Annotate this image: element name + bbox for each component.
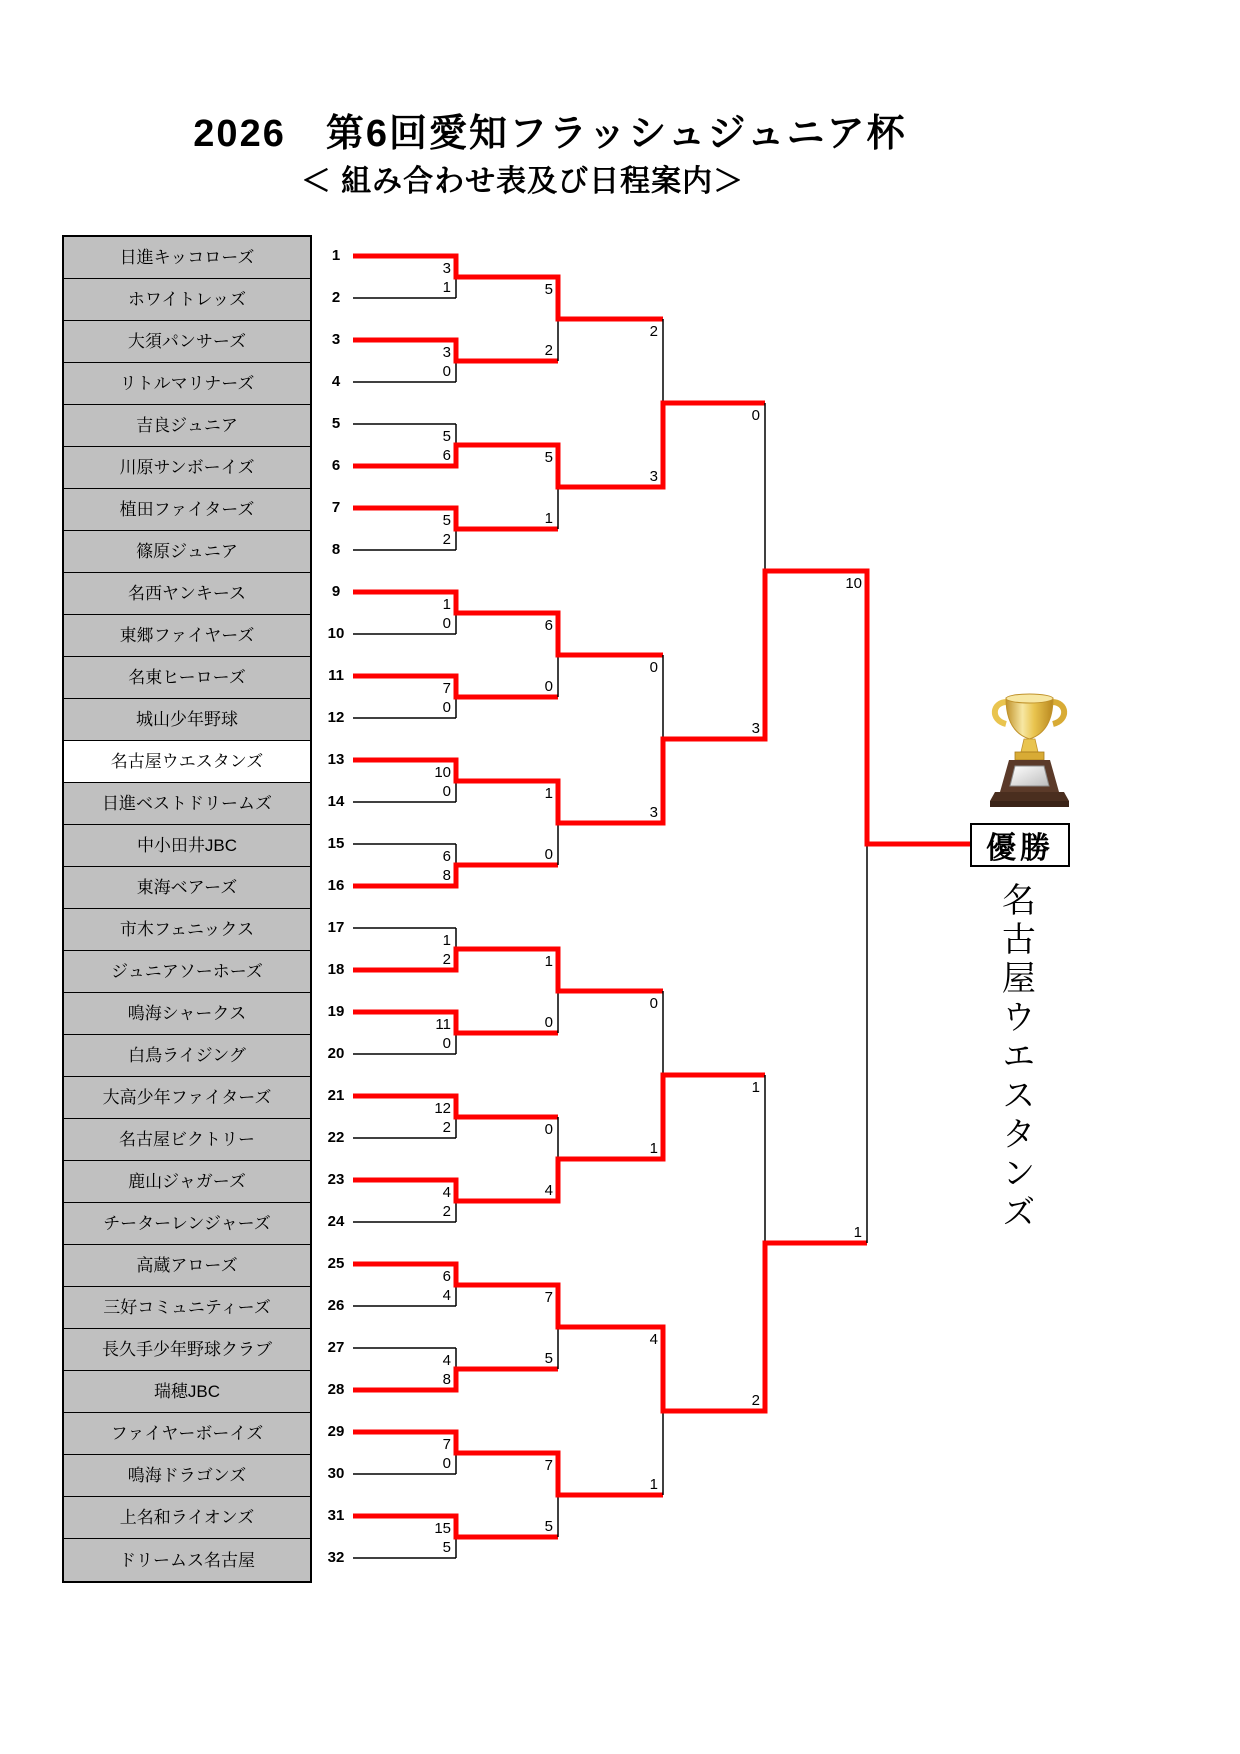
match-score: 3 <box>751 720 760 737</box>
match-score: 0 <box>442 615 451 632</box>
team-name: 城山少年野球 <box>136 710 238 729</box>
match-score: 1 <box>853 1224 862 1241</box>
team-name: 川原サンボーイズ <box>119 458 255 477</box>
seed-number: 11 <box>328 667 344 684</box>
seed-number: 13 <box>327 751 345 768</box>
champion-box <box>970 823 1070 867</box>
match-score: 0 <box>442 363 451 380</box>
team-name: リトルマリナーズ <box>119 374 255 393</box>
team-name: 三好コミュニティーズ <box>103 1298 271 1317</box>
team-name: 名東ヒーローズ <box>128 668 246 687</box>
match-score: 8 <box>442 867 451 884</box>
team-name: 名西ヤンキース <box>128 584 246 603</box>
seed-number: 14 <box>327 793 345 810</box>
match-score: 7 <box>544 1289 553 1306</box>
team-name: 高蔵アローズ <box>136 1256 238 1275</box>
seed-number: 21 <box>327 1087 345 1104</box>
match-score: 4 <box>544 1182 553 1199</box>
match-score: 0 <box>442 1455 451 1472</box>
seed-number: 2 <box>331 289 341 306</box>
seed-number: 20 <box>327 1045 345 1062</box>
match-score: 5 <box>442 1539 451 1556</box>
seed-number: 12 <box>327 709 345 726</box>
match-score: 4 <box>649 1331 658 1348</box>
match-score: 2 <box>544 342 553 359</box>
match-score: 6 <box>544 617 553 634</box>
team-name: 名古屋ウエスタンズ <box>110 752 264 771</box>
match-score: 7 <box>544 1457 553 1474</box>
seed-number: 6 <box>331 457 341 474</box>
match-score: 2 <box>442 531 451 548</box>
match-score: 1 <box>544 510 553 527</box>
match-score: 1 <box>544 953 553 970</box>
team-name: ジュニアソーホーズ <box>111 962 263 981</box>
seed-number: 26 <box>327 1297 345 1314</box>
team-name: 日進キッコローズ <box>119 248 255 267</box>
match-score: 8 <box>442 1371 451 1388</box>
seed-number: 7 <box>331 499 341 516</box>
match-score: 0 <box>544 1121 553 1138</box>
match-score: 1 <box>544 785 553 802</box>
team-name: ドリームス名古屋 <box>119 1550 255 1570</box>
seed-number: 10 <box>327 625 345 642</box>
match-score: 1 <box>442 279 451 296</box>
team-name: 市木フェニックス <box>119 920 255 939</box>
match-score: 2 <box>442 951 451 968</box>
match-score: 6 <box>442 447 451 464</box>
team-name: 鳴海シャークス <box>127 1004 247 1023</box>
match-score: 15 <box>434 1520 451 1537</box>
team-name: 日進ベストドリームズ <box>102 794 272 813</box>
seed-number: 16 <box>327 877 345 894</box>
team-name: 東郷ファイヤーズ <box>119 626 255 645</box>
seed-number: 18 <box>327 961 345 978</box>
match-score: 1 <box>649 1140 658 1157</box>
team-name: チーターレンジャーズ <box>103 1214 271 1233</box>
match-score: 0 <box>442 1035 451 1052</box>
match-score: 1 <box>442 596 451 613</box>
seed-number: 17 <box>327 919 345 936</box>
match-score: 0 <box>544 1014 553 1031</box>
team-name: ホワイトレッズ <box>127 290 247 309</box>
match-score: 4 <box>442 1352 451 1369</box>
match-score: 6 <box>442 848 451 865</box>
match-score: 2 <box>442 1203 451 1220</box>
seed-number: 9 <box>331 583 341 600</box>
match-score: 2 <box>442 1119 451 1136</box>
seed-number: 4 <box>331 373 341 390</box>
match-score: 2 <box>751 1392 760 1409</box>
seed-number: 29 <box>327 1423 345 1440</box>
match-score: 0 <box>544 678 553 695</box>
team-name: 植田ファイターズ <box>119 500 255 519</box>
seed-number: 22 <box>327 1129 345 1146</box>
seed-number: 19 <box>327 1003 345 1020</box>
team-name: 大須パンサーズ <box>127 332 247 351</box>
seed-number: 23 <box>327 1171 345 1188</box>
seed-number: 28 <box>327 1381 345 1398</box>
match-score: 5 <box>442 512 451 529</box>
match-score: 1 <box>751 1079 760 1096</box>
seed-number: 24 <box>327 1213 345 1230</box>
team-name: 東海ベアーズ <box>136 878 238 897</box>
seed-number: 31 <box>327 1507 345 1524</box>
match-score: 10 <box>434 764 451 781</box>
match-score: 5 <box>442 428 451 445</box>
team-name: 中小田井JBC <box>136 836 238 855</box>
match-score: 4 <box>442 1184 451 1201</box>
seed-number: 15 <box>327 835 345 852</box>
match-score: 3 <box>442 344 451 361</box>
team-name: 鹿山ジャガーズ <box>128 1172 246 1191</box>
match-score: 11 <box>435 1016 451 1033</box>
match-score: 5 <box>544 449 553 466</box>
seed-number: 27 <box>327 1339 345 1356</box>
seed-number: 1 <box>331 247 341 264</box>
seed-number: 3 <box>331 331 341 348</box>
match-score: 10 <box>845 575 862 592</box>
match-score: 2 <box>649 323 658 340</box>
team-name: 白鳥ライジング <box>128 1046 246 1065</box>
team-name: 篠原ジュニア <box>136 542 238 561</box>
match-score: 0 <box>649 995 658 1012</box>
team-name: 吉良ジュニア <box>136 416 238 435</box>
match-score: 0 <box>751 407 760 424</box>
match-score: 5 <box>544 1350 553 1367</box>
match-score: 3 <box>649 804 658 821</box>
match-score: 7 <box>442 1436 451 1453</box>
match-score: 1 <box>442 932 451 949</box>
team-name: 大高少年ファイターズ <box>102 1088 272 1107</box>
team-name: 鳴海ドラゴンズ <box>127 1466 247 1485</box>
match-score: 12 <box>434 1100 451 1117</box>
match-score: 0 <box>442 699 451 716</box>
seed-number: 32 <box>327 1549 345 1566</box>
match-score: 5 <box>544 1518 553 1535</box>
match-score: 6 <box>442 1268 451 1285</box>
seed-number: 25 <box>327 1255 345 1272</box>
seed-number: 30 <box>327 1465 345 1482</box>
champion-label: 優勝 <box>986 832 1054 865</box>
seed-number: 5 <box>331 415 341 432</box>
match-score: 5 <box>544 281 553 298</box>
match-score: 3 <box>442 260 451 277</box>
team-name: 名古屋ビクトリー <box>119 1130 255 1149</box>
match-score: 7 <box>442 680 451 697</box>
match-score: 3 <box>649 468 658 485</box>
team-name: 長久手少年野球クラブ <box>102 1340 272 1359</box>
match-score: 1 <box>649 1476 658 1493</box>
match-score: 4 <box>442 1287 451 1304</box>
team-name: 上名和ライオンズ <box>119 1508 255 1527</box>
match-score: 0 <box>544 846 553 863</box>
page-subtitle: ＜ 組み合わせ表及び日程案内＞ <box>300 165 745 198</box>
team-name: ファイヤーボーイズ <box>110 1424 264 1443</box>
trophy-icon <box>982 692 1077 820</box>
match-score: 0 <box>649 659 658 676</box>
champion-name: 名古屋ウエスタンズ <box>996 882 1035 1233</box>
page-title: 2026 第6回愛知フラッシュジュニア杯 <box>193 113 907 155</box>
seed-number: 8 <box>331 541 341 558</box>
match-score: 0 <box>442 783 451 800</box>
team-name: 瑞穂JBC <box>153 1382 221 1401</box>
